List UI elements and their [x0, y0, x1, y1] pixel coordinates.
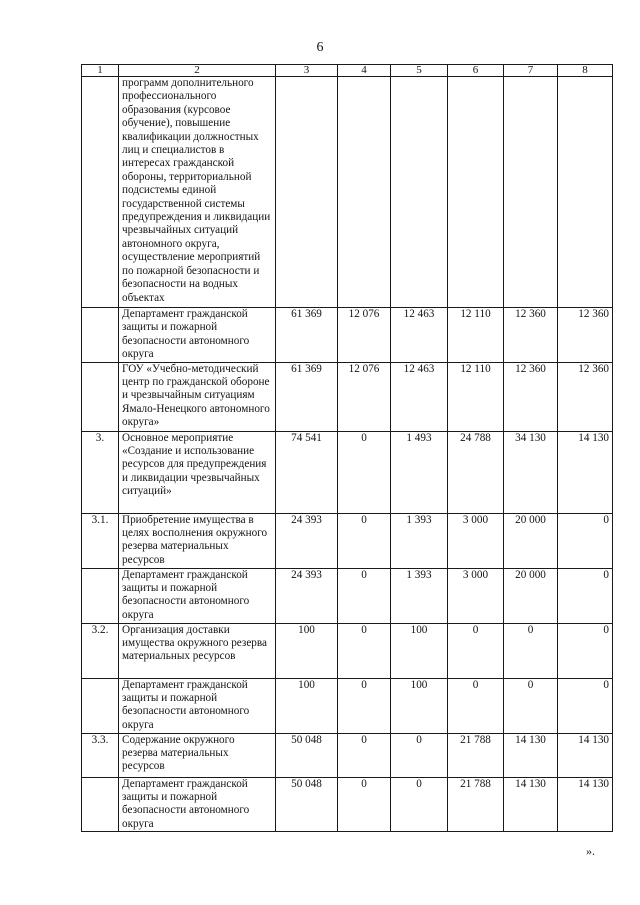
value-col-7: 0 — [504, 623, 558, 678]
value-col-4: 0 — [338, 623, 391, 678]
value-col-7: 14 130 — [504, 733, 558, 777]
value-col-3: 50 048 — [276, 777, 338, 832]
row-number — [82, 678, 119, 733]
value-col-8: 12 360 — [558, 362, 613, 431]
row-number: 3.1. — [82, 513, 119, 568]
value-col-6: 21 788 — [448, 777, 504, 832]
value-col-5: 12 463 — [391, 362, 448, 431]
row-description: Департамент гражданской защиты и пожарной безопасности автономного округа — [119, 678, 276, 733]
row-number — [82, 77, 119, 308]
value-col-3: 61 369 — [276, 362, 338, 431]
value-col-6 — [448, 77, 504, 308]
table-row — [82, 431, 613, 513]
table-row — [82, 308, 613, 363]
value-col-6: 21 788 — [448, 733, 504, 777]
row-description: Департамент гражданской защиты и пожарной безопасности автономного округа — [119, 777, 276, 832]
row-number — [82, 777, 119, 832]
value-col-5: 1 393 — [391, 568, 448, 623]
table-row — [82, 733, 613, 777]
value-col-6: 3 000 — [448, 513, 504, 568]
header-row — [82, 65, 613, 77]
value-col-5: 100 — [391, 623, 448, 678]
table-row — [82, 362, 613, 431]
value-col-5: 100 — [391, 678, 448, 733]
header-cell: 3 — [276, 65, 338, 77]
header-cell: 8 — [558, 65, 613, 77]
value-col-5: 1 393 — [391, 513, 448, 568]
value-col-8: 0 — [558, 623, 613, 678]
header-cell: 5 — [391, 65, 448, 77]
value-col-7: 20 000 — [504, 568, 558, 623]
value-col-8: 14 130 — [558, 777, 613, 832]
row-number: 3.3. — [82, 733, 119, 777]
row-description: Основное мероприятие «Создание и использование ресурсов для предупреждения и ликвидации чрезвычайных ситуаций» — [119, 431, 276, 513]
row-description: Организация доставки имущества окружного резерва материальных ресурсов — [119, 623, 276, 678]
table-row — [82, 623, 613, 678]
row-number — [82, 362, 119, 431]
value-col-6: 12 110 — [448, 362, 504, 431]
table-row — [82, 678, 613, 733]
value-col-3: 24 393 — [276, 513, 338, 568]
value-col-3: 100 — [276, 623, 338, 678]
value-col-7: 0 — [504, 678, 558, 733]
row-description: Департамент гражданской защиты и пожарной безопасности автономного округа — [119, 568, 276, 623]
value-col-4: 0 — [338, 431, 391, 513]
header-cell: 7 — [504, 65, 558, 77]
page-number: 6 — [316, 40, 324, 55]
row-number — [82, 568, 119, 623]
value-col-6: 0 — [448, 623, 504, 678]
value-col-3 — [276, 77, 338, 308]
table-row — [82, 777, 613, 832]
table-row — [82, 513, 613, 568]
value-col-4: 0 — [338, 513, 391, 568]
value-col-3: 61 369 — [276, 308, 338, 363]
value-col-4 — [338, 77, 391, 308]
value-col-6: 24 788 — [448, 431, 504, 513]
header-cell: 1 — [82, 65, 119, 77]
value-col-4: 12 076 — [338, 308, 391, 363]
value-col-4: 0 — [338, 678, 391, 733]
value-col-7: 12 360 — [504, 308, 558, 363]
value-col-7 — [504, 77, 558, 308]
value-col-8: 14 130 — [558, 431, 613, 513]
value-col-6: 3 000 — [448, 568, 504, 623]
row-number — [82, 308, 119, 363]
header-cell: 2 — [119, 65, 276, 77]
value-col-8: 0 — [558, 678, 613, 733]
row-number: 3.2. — [82, 623, 119, 678]
row-description: Департамент гражданской защиты и пожарной безопасности автономного округа — [119, 308, 276, 363]
value-col-8: 12 360 — [558, 308, 613, 363]
table-row — [82, 77, 613, 308]
value-col-8 — [558, 77, 613, 308]
value-col-3: 100 — [276, 678, 338, 733]
value-col-6: 0 — [448, 678, 504, 733]
value-col-3: 74 541 — [276, 431, 338, 513]
value-col-8: 0 — [558, 513, 613, 568]
value-col-4: 0 — [338, 733, 391, 777]
value-col-5 — [391, 77, 448, 308]
row-description: ГОУ «Учебно-методический центр по гражданской обороне и чрезвычайным ситуациям Ямало-Ненецкого автономного округа» — [119, 362, 276, 431]
value-col-4: 0 — [338, 777, 391, 832]
value-col-5: 0 — [391, 777, 448, 832]
value-col-3: 50 048 — [276, 733, 338, 777]
value-col-7: 14 130 — [504, 777, 558, 832]
header-cell: 6 — [448, 65, 504, 77]
row-description: Приобретение имущества в целях восполнения окружного резерва материальных ресурсов — [119, 513, 276, 568]
value-col-3: 24 393 — [276, 568, 338, 623]
value-col-4: 12 076 — [338, 362, 391, 431]
table-row — [82, 568, 613, 623]
value-col-6: 12 110 — [448, 308, 504, 363]
value-col-8: 14 130 — [558, 733, 613, 777]
value-col-7: 12 360 — [504, 362, 558, 431]
header-cell: 4 — [338, 65, 391, 77]
value-col-7: 20 000 — [504, 513, 558, 568]
value-col-8: 0 — [558, 568, 613, 623]
value-col-5: 0 — [391, 733, 448, 777]
value-col-5: 12 463 — [391, 308, 448, 363]
value-col-4: 0 — [338, 568, 391, 623]
row-number: 3. — [82, 431, 119, 513]
budget-table — [81, 64, 613, 832]
value-col-5: 1 493 — [391, 431, 448, 513]
row-description: программ дополнительного профессионального образования (курсовое обучение), повышение квалификации должностных лиц и специалистов в интересах гражданской обороны, территориальной подсистемы единой государственной системы предупреждения и ликвидации чрезвычайных ситуаций автономного округа, осуществление мероприятий по пожарной безопасности и безопасности на водных объектах — [119, 77, 276, 308]
value-col-7: 34 130 — [504, 431, 558, 513]
row-description: Содержание окружного резерва материальных ресурсов — [119, 733, 276, 777]
closing-quote: ». — [586, 844, 595, 858]
